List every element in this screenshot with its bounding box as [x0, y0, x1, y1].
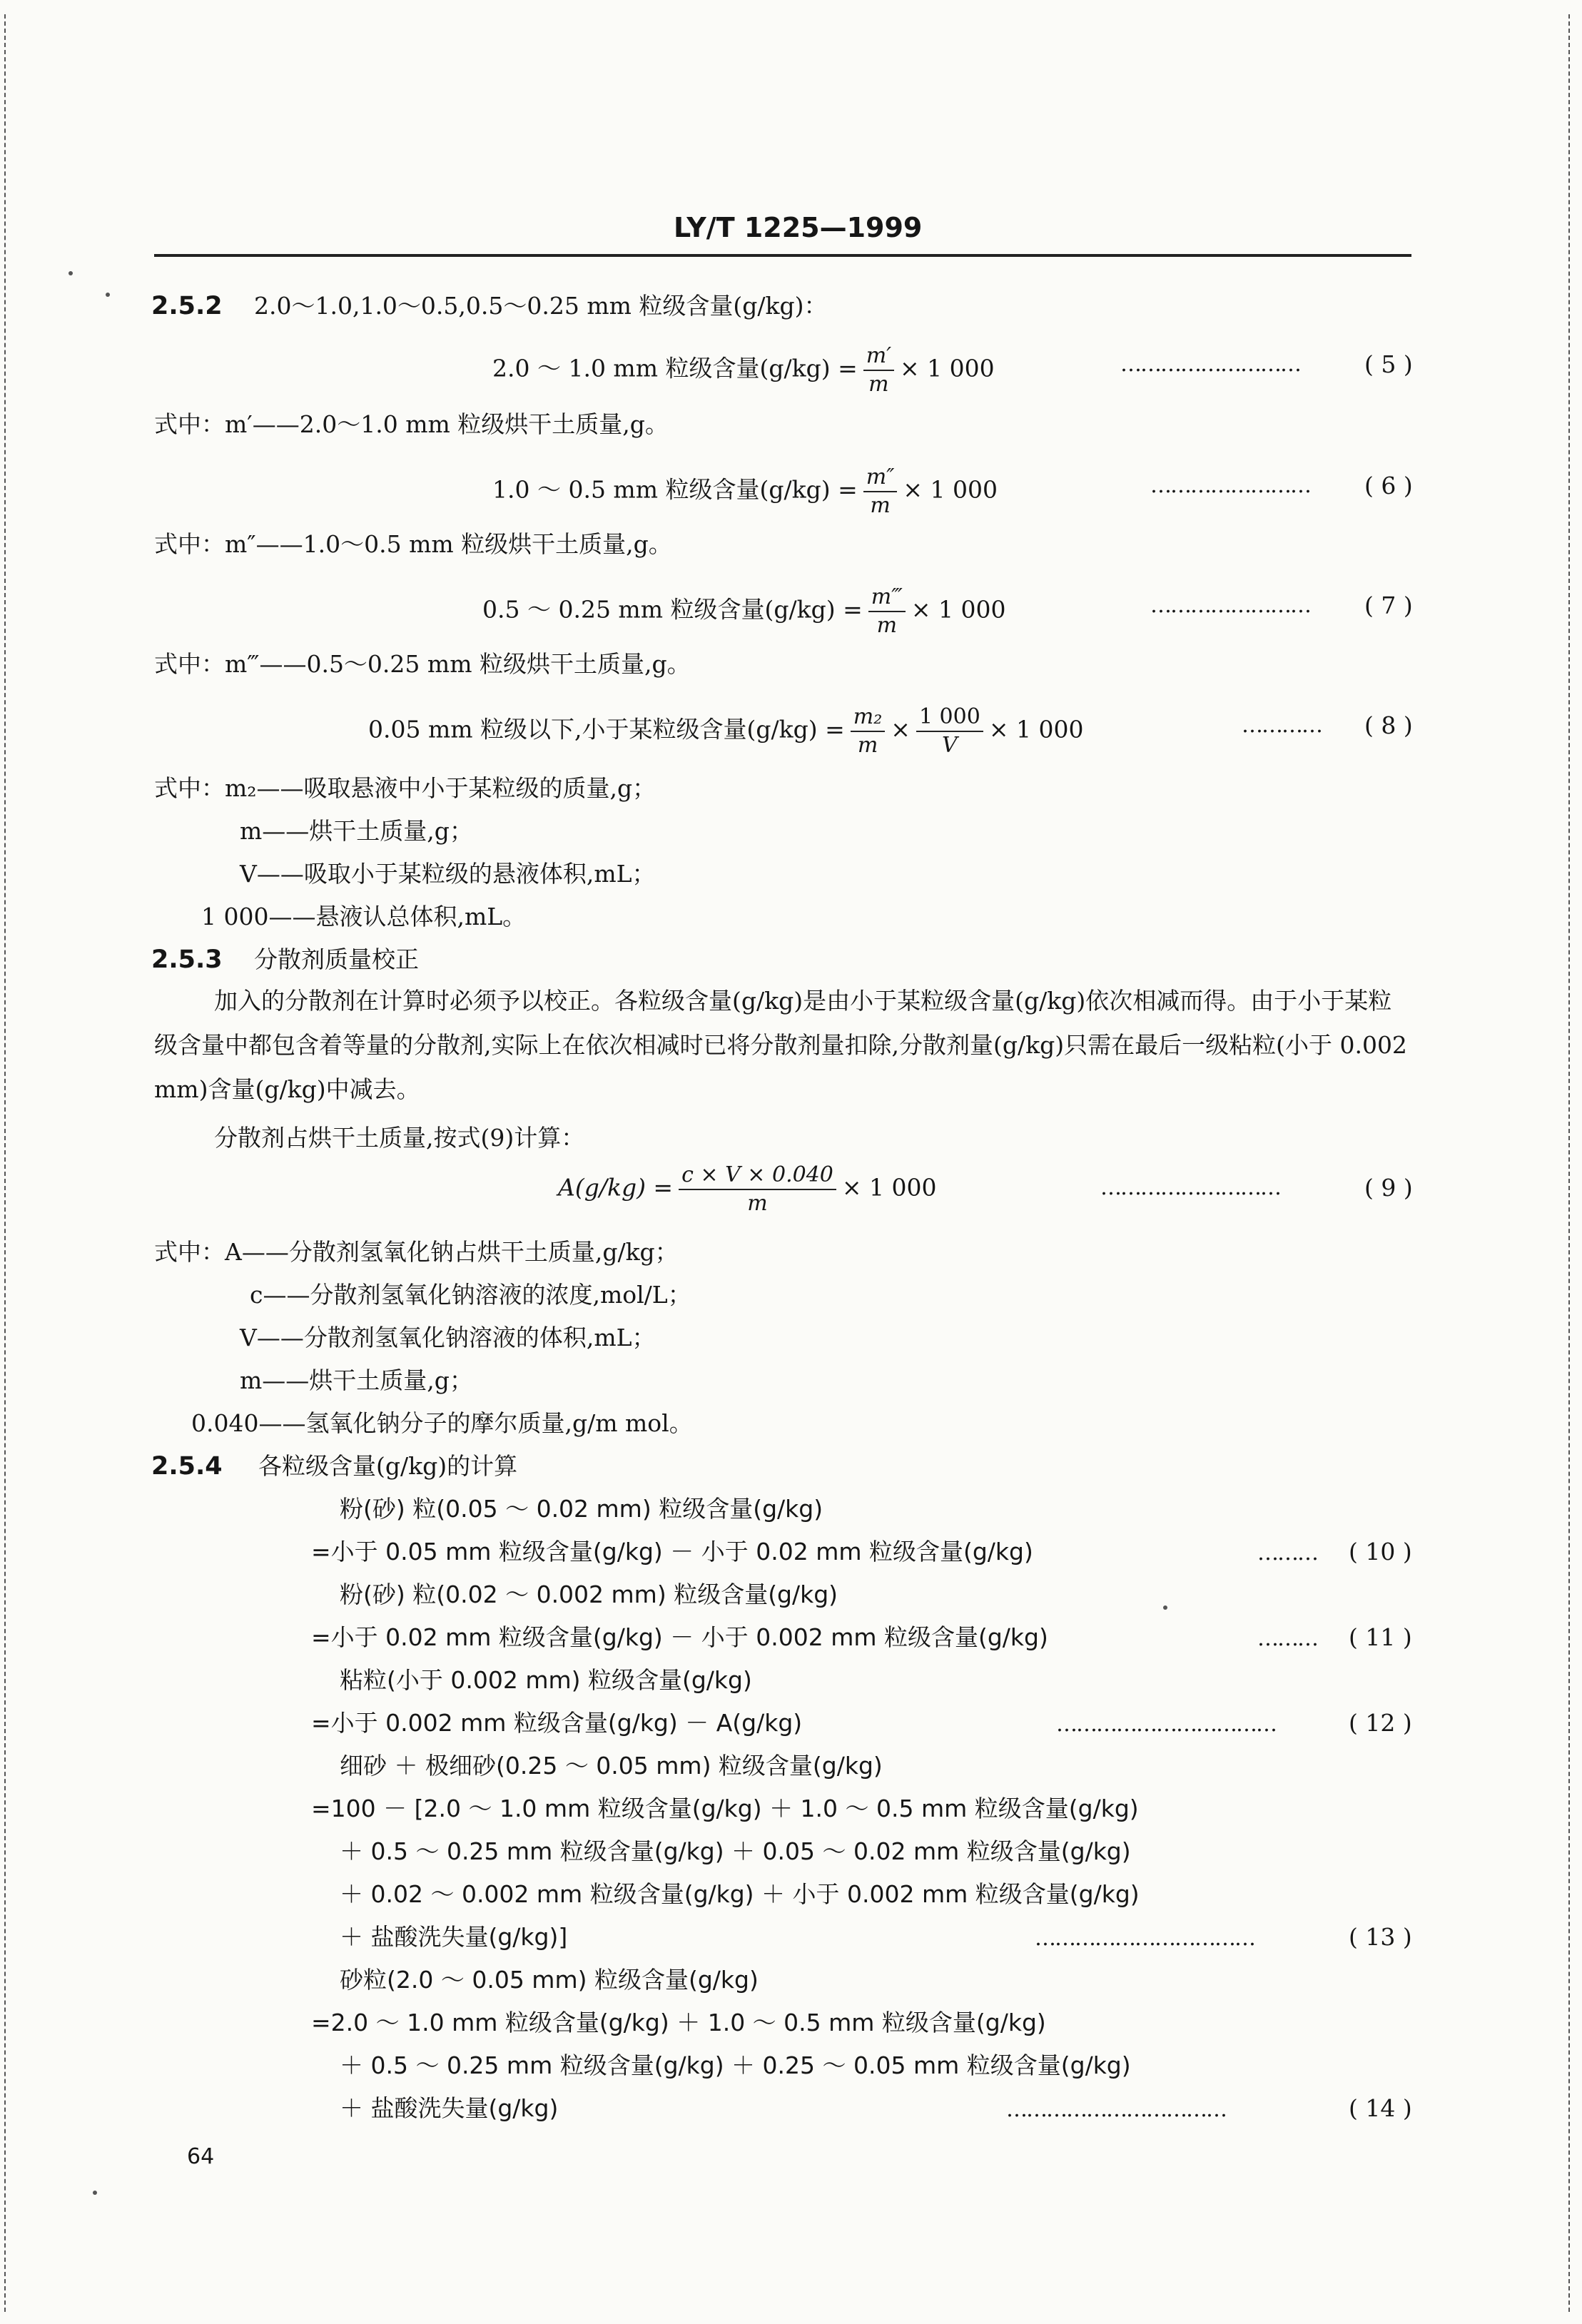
equation-tail: × 1 000 [900, 354, 995, 382]
calc-line: 砂粒(2.0 ～ 0.05 mm) 粒级含量(g/kg) [340, 1966, 759, 1994]
scan-speck [93, 2191, 97, 2195]
equation-number: ( 8 ) [1364, 711, 1413, 739]
equation-number: ( 12 ) [1349, 1709, 1412, 1737]
numerator: m″ [863, 464, 898, 492]
denominator: m [870, 492, 891, 518]
left-scan-edge [4, 14, 6, 2312]
page-number: 64 [187, 2144, 215, 2169]
equation-tail: × 1 000 [988, 715, 1084, 744]
equation-lhs: A(g/kg) = [558, 1173, 674, 1202]
equation-6 [492, 464, 998, 519]
equation-lhs: 2.0 ～ 1.0 mm 粒级含量(g/kg) = [492, 354, 858, 382]
equation-lhs: 1.0 ～ 0.5 mm 粒级含量(g/kg) = [492, 475, 858, 504]
calc-line: 粉(砂) 粒(0.02 ～ 0.002 mm) 粒级含量(g/kg) [340, 1580, 838, 1608]
leader-dots: ……………………… [1120, 352, 1300, 377]
leader-dots: …………………………… [1006, 2097, 1226, 2122]
calc-line: ＋ 盐酸洗失量(g/kg)] [340, 1923, 568, 1951]
calc-line: 粘粒(小于 0.002 mm) 粒级含量(g/kg) [340, 1666, 752, 1694]
equation-number: ( 11 ) [1349, 1623, 1412, 1651]
times-sign: × [891, 715, 911, 744]
calc-line: 细砂 ＋ 极细砂(0.25 ～ 0.05 mm) 粒级含量(g/kg) [340, 1752, 883, 1780]
calc-line: =小于 0.02 mm 粒级含量(g/kg) － 小于 0.002 mm 粒级含量(g/kg) [311, 1623, 1048, 1651]
equation-5 [492, 342, 995, 397]
where-clause: m——烘干土质量,g； [240, 817, 473, 845]
section-title: 2.0～1.0,1.0～0.5,0.5～0.25 mm 粒级含量(g/kg)： [254, 292, 828, 320]
scan-speck [1163, 1605, 1167, 1610]
section-number: 2.5.2 [151, 292, 223, 320]
section-number: 2.5.4 [151, 1452, 223, 1481]
intro-sentence: 分散剂占烘干土质量,按式(9)计算： [214, 1124, 585, 1152]
equation-tail: × 1 000 [903, 475, 998, 504]
equation-tail: × 1 000 [911, 595, 1006, 624]
equation-number: ( 6 ) [1364, 472, 1413, 499]
fraction [868, 584, 906, 639]
section-title: 各粒级含量(g/kg)的计算 [258, 1452, 518, 1480]
where-clause: 式中：m‴——0.5～0.25 mm 粒级烘干土质量,g。 [154, 650, 691, 678]
equation-tail: × 1 000 [841, 1173, 937, 1202]
standard-code: LY/T 1225—1999 [674, 212, 923, 243]
calc-line: ＋ 0.5 ～ 0.25 mm 粒级含量(g/kg) ＋ 0.05 ～ 0.02 mm 粒级含量(g/kg) [340, 1837, 1131, 1865]
numerator: m‴ [868, 584, 906, 612]
leader-dots: ……… [1257, 1626, 1317, 1651]
fraction [679, 1162, 836, 1217]
numerator: 1 000 [916, 704, 983, 732]
scan-speck [69, 271, 73, 275]
calc-line: ＋ 盐酸洗失量(g/kg) [340, 2094, 559, 2122]
equation-9 [558, 1162, 937, 1217]
leader-dots: …………………… [1150, 473, 1310, 498]
calc-line: =2.0 ～ 1.0 mm 粒级含量(g/kg) ＋ 1.0 ～ 0.5 mm 粒级含量(g/kg) [311, 2009, 1046, 2036]
where-clause: 式中：m′——2.0～1.0 mm 粒级烘干土质量,g。 [154, 410, 669, 438]
denominator: m [747, 1190, 768, 1216]
numerator: c × V × 0.040 [679, 1162, 836, 1190]
equation-lhs: 0.05 mm 粒级以下,小于某粒级含量(g/kg) = [368, 715, 845, 744]
where-clause: V——吸取小于某粒级的悬液体积,mL； [240, 860, 656, 888]
where-clause: 0.040——氢氧化钠分子的摩尔质量,g/m mol。 [191, 1409, 693, 1437]
where-clause: 式中：A——分散剂氢氧化钠占烘干土质量,g/kg； [154, 1238, 679, 1266]
equation-7 [482, 584, 1005, 639]
denominator: m [868, 371, 889, 397]
where-clause: V——分散剂氢氧化钠溶液的体积,mL； [240, 1324, 656, 1351]
where-clause: m——烘干土质量,g； [240, 1366, 473, 1394]
fraction [851, 704, 885, 758]
leader-dots: …………………………… [1056, 1712, 1276, 1737]
calc-line: 粉(砂) 粒(0.05 ～ 0.02 mm) 粒级含量(g/kg) [340, 1495, 823, 1523]
where-clause: 式中：m₂——吸取悬液中小于某粒级的质量,g； [154, 774, 656, 802]
calc-line: =小于 0.05 mm 粒级含量(g/kg) － 小于 0.02 mm 粒级含量(g/kg) [311, 1538, 1033, 1566]
calc-line: ＋ 0.5 ～ 0.25 mm 粒级含量(g/kg) ＋ 0.25 ～ 0.05 mm 粒级含量(g/kg) [340, 2051, 1131, 2079]
body-paragraph: 加入的分散剂在计算时必须予以校正。各粒级含量(g/kg)是由小于某粒级含量(g/kg)依次相减而得。由于小于某粒级含量中都包含着等量的分散剂,实际上在依次相减时已将分散剂量扣除,分散剂量(g/kg)只需在最后一级粘粒(小于 0.002 mm)含量(g/kg)中减去。 [154, 987, 1407, 1103]
numerator: m′ [863, 342, 894, 371]
leader-dots: ………… [1242, 713, 1322, 738]
where-clause: c——分散剂氢氧化钠溶液的浓度,mol/L； [250, 1281, 691, 1309]
right-scan-edge [1568, 14, 1570, 2312]
denominator: V [942, 732, 958, 758]
leader-dots: ……… [1257, 1541, 1317, 1566]
equation-number: ( 10 ) [1349, 1538, 1412, 1566]
numerator: m₂ [851, 704, 885, 732]
equation-number: ( 7 ) [1364, 592, 1413, 619]
equation-number: ( 5 ) [1364, 350, 1413, 378]
section-title: 分散剂质量校正 [254, 945, 419, 973]
where-clause: 式中：m″——1.0～0.5 mm 粒级烘干土质量,g。 [154, 530, 672, 558]
equation-lhs: 0.5 ～ 0.25 mm 粒级含量(g/kg) = [482, 595, 863, 624]
calc-line: ＋ 0.02 ～ 0.002 mm 粒级含量(g/kg) ＋ 小于 0.002 mm 粒级含量(g/kg) [340, 1880, 1140, 1908]
calc-line: =100 － [2.0 ～ 1.0 mm 粒级含量(g/kg) ＋ 1.0 ～ 0.5 mm 粒级含量(g/kg) [311, 1795, 1139, 1822]
fraction [863, 464, 898, 519]
denominator: m [876, 612, 898, 638]
calc-line: =小于 0.002 mm 粒级含量(g/kg) － A(g/kg) [311, 1709, 803, 1737]
leader-dots: ……………………… [1100, 1175, 1280, 1200]
equation-number: ( 14 ) [1349, 2094, 1412, 2122]
section-number: 2.5.3 [151, 945, 223, 974]
equation-8 [368, 704, 1083, 758]
leader-dots: …………………………… [1035, 1926, 1254, 1951]
fraction [916, 704, 983, 758]
where-clause: 1 000——悬液认总体积,mL。 [201, 903, 527, 930]
header-rule [154, 254, 1411, 257]
equation-number: ( 9 ) [1364, 1174, 1413, 1202]
denominator: m [857, 732, 878, 758]
leader-dots: …………………… [1150, 593, 1310, 618]
equation-number: ( 13 ) [1349, 1923, 1412, 1951]
scan-speck [106, 293, 110, 297]
fraction [863, 342, 894, 397]
